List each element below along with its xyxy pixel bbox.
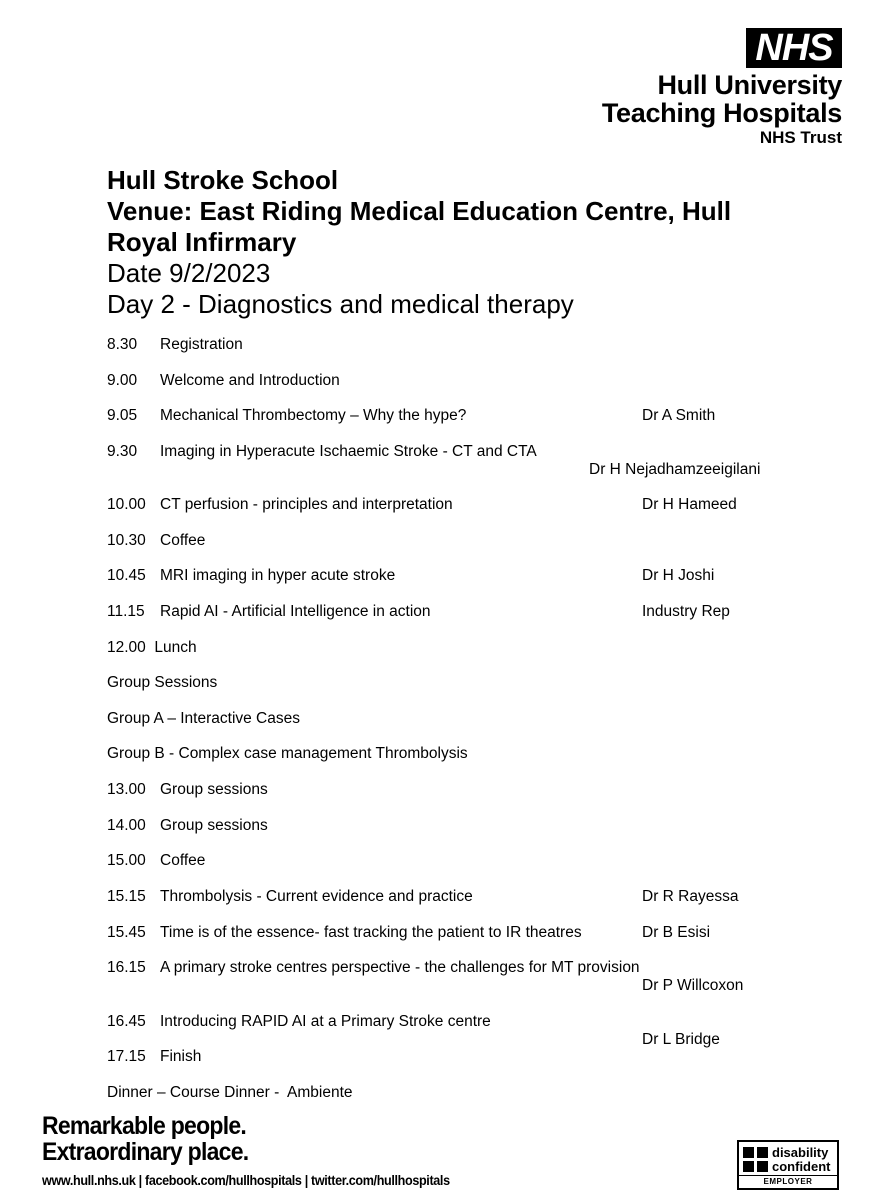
programme-item: Thrombolysis - Current evidence and practice — [160, 888, 473, 905]
programme-time: 8.30 — [107, 336, 138, 353]
programme-item: MRI imaging in hyper acute stroke — [160, 567, 396, 584]
programme-item: Rapid AI - Artificial Intelligence in action — [160, 603, 431, 620]
programme-line: 12.00 Lunch — [107, 639, 197, 656]
programme-time: 10.00 — [107, 496, 146, 513]
programme-time: 9.00 — [107, 372, 138, 389]
programme-item: Welcome and Introduction — [160, 372, 340, 389]
programme-time: 13.00 — [107, 781, 146, 798]
programme-time: 9.30 — [107, 443, 138, 460]
programme-speaker: Dr L Bridge — [642, 1031, 720, 1048]
programme-item: Group sessions — [160, 781, 268, 798]
disability-confident-icon — [743, 1147, 769, 1173]
programme-speaker: Dr B Esisi — [642, 924, 711, 941]
programme-line: Group Sessions — [107, 674, 218, 691]
org-name-line1: Hull University — [657, 70, 842, 100]
programme-line: Dinner – Course Dinner - Ambiente — [107, 1084, 353, 1101]
programme-line: Group A – Interactive Cases — [107, 710, 300, 727]
badge-line2: confident — [772, 1159, 831, 1174]
programme-item: CT perfusion - principles and interpretation — [160, 496, 453, 513]
programme-line: Group B - Complex case management Thrombolysis — [107, 745, 468, 762]
programme-time: 9.05 — [107, 407, 138, 424]
programme-time: 15.45 — [107, 924, 146, 941]
programme-time: 10.45 — [107, 567, 146, 584]
org-name-line3: NHS Trust — [759, 128, 842, 147]
programme-item: A primary stroke centres perspective - the challenges for MT provision — [160, 959, 640, 976]
programme-speaker: Dr R Rayessa — [642, 888, 739, 905]
programme-time: 10.30 — [107, 532, 146, 549]
programme-time: 16.15 — [107, 959, 146, 976]
venue-line1: Venue: East Riding Medical Education Centre, Hull — [107, 196, 732, 226]
programme-speaker: Dr A Smith — [642, 407, 716, 424]
programme-time: 17.15 — [107, 1048, 146, 1065]
slogan-line1: Remarkable people. — [42, 1112, 247, 1140]
programme-item: Introducing RAPID AI at a Primary Stroke centre — [160, 1013, 491, 1030]
programme-item: Coffee — [160, 532, 206, 549]
programme-speaker: Dr H Hameed — [642, 496, 737, 513]
page-title: Hull Stroke School — [107, 165, 339, 195]
programme-speaker: Industry Rep — [642, 603, 730, 620]
programme-item: Mechanical Thrombectomy – Why the hype? — [160, 407, 467, 424]
slogan-line2: Extraordinary place. — [42, 1138, 249, 1166]
programme-item: Coffee — [160, 852, 206, 869]
badge-line1: disability — [772, 1145, 829, 1160]
programme-time: 15.00 — [107, 852, 146, 869]
programme-speaker: Dr H Joshi — [642, 567, 715, 584]
badge-line3: EMPLOYER — [739, 1175, 837, 1188]
programme-time: 15.15 — [107, 888, 146, 905]
programme-speaker: Dr P Willcoxon — [642, 977, 744, 994]
programme-item: Group sessions — [160, 817, 268, 834]
event-date: Date 9/2/2023 — [107, 258, 271, 288]
programme-time: 16.45 — [107, 1013, 146, 1030]
venue-line2: Royal Infirmary — [107, 227, 297, 257]
programme-time: 14.00 — [107, 817, 146, 834]
programme-item: Finish — [160, 1048, 202, 1065]
programme-item: Time is of the essence- fast tracking the patient to IR theatres — [160, 924, 582, 941]
programme-item: Registration — [160, 336, 243, 353]
programme-speaker: Dr H Nejadhamzeeigilani — [589, 461, 761, 478]
footer-links: www.hull.nhs.uk | facebook.com/hullhospitals | twitter.com/hullhospitals — [42, 1172, 450, 1188]
disability-confident-badge — [737, 1140, 839, 1190]
org-name-line2: Teaching Hospitals — [601, 98, 842, 128]
programme-time: 11.15 — [107, 603, 145, 620]
nhs-logo: NHS — [746, 28, 842, 68]
day-subtitle: Day 2 - Diagnostics and medical therapy — [107, 289, 574, 319]
programme-item: Imaging in Hyperacute Ischaemic Stroke - CT and CTA — [160, 443, 537, 460]
